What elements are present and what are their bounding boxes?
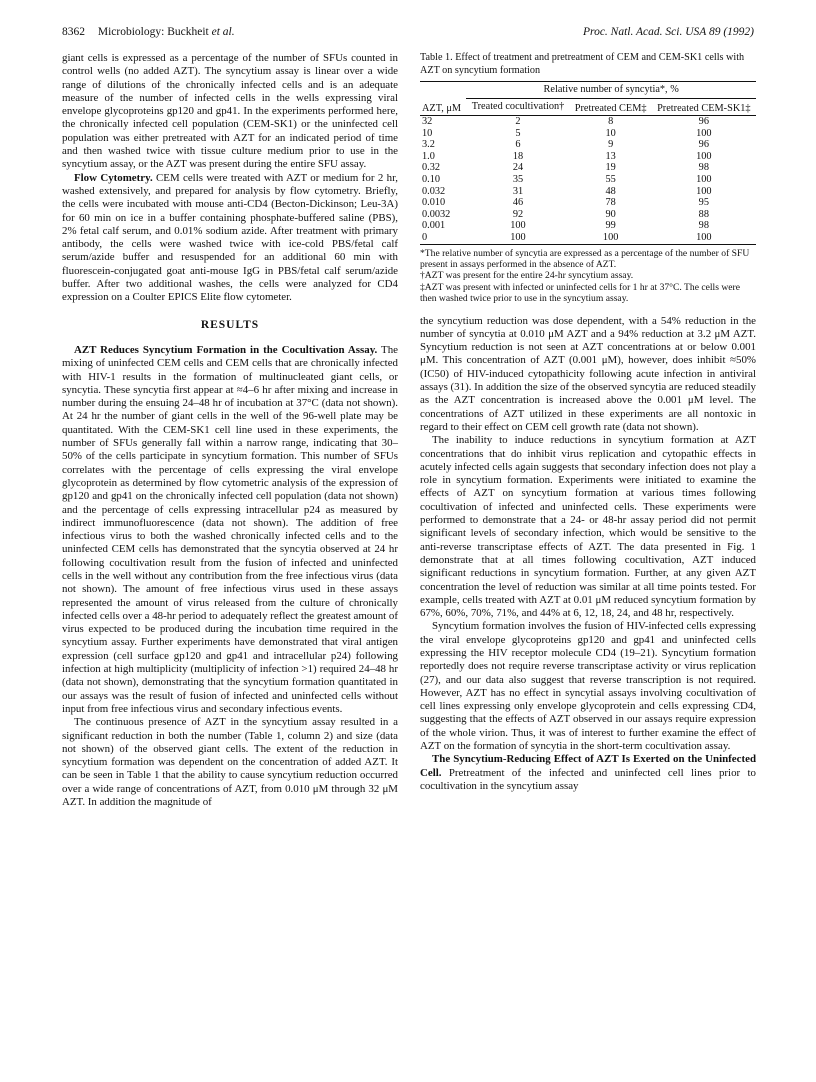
col-header-pretreated-sk1: Pretreated CEM-SK1‡	[657, 103, 751, 114]
table-1-grid	[420, 81, 756, 245]
flow-cytometry-text: CEM cells were treated with AZT or medium for 2 hr, washed extensively, and prepared for analysis by flow cytometry. Briefly, the cells were incubated with mouse anti-CD4 (Becton-Dickinson; Leu-3A) for 60 min on ice in a buffer containing phosphate-buffered saline (PBS), 2% fetal calf serum, and 0.01% sodium azide. After treatment with primary antibody, the cells were washed twice with ice-cold PBS/fetal calf serum/azide buffer and resuspended for an additional 60 min with fluorescein-conjugated goat anti-mouse IgG in PBS/fetal calf serum/azide buffer. After two additional washes, the cells were analyzed for CD4 expression on a Coulter EPICS Elite flow cytometer.	[62, 171, 398, 304]
cell-azt: 0.32	[422, 162, 441, 174]
cell-treated: 5	[515, 127, 521, 139]
table-row	[420, 232, 756, 244]
cell-pre-cem: 10	[605, 127, 616, 139]
cell-pre-sk1: 100	[696, 231, 712, 243]
cell-pre-sk1: 98	[698, 162, 709, 174]
cell-pre-cem: 9	[608, 139, 614, 151]
cell-treated: 6	[515, 139, 521, 151]
paragraph-continuous-presence: The continuous presence of AZT in the syncytium assay resulted in a significant reduction in both the number (Table 1, column 2) and size (data not shown) of the observed giant cells. The extent of the reduction in syncytium formation was dependent on the concentration of added AZT. It can be seen in Table 1 that the ability to cause syncytium reduction occurred over a wide range of concentrations of AZT, from 0.010 μM through 32 μM AZT. In addition the magnitude of	[62, 716, 398, 809]
cell-pre-sk1: 96	[698, 116, 709, 127]
spacer	[420, 305, 756, 315]
cell-pre-sk1: 88	[698, 208, 709, 220]
cell-pre-cem: 78	[605, 197, 616, 209]
cell-pre-cem: 13	[605, 150, 616, 162]
table-row	[420, 209, 756, 221]
table-footnote: †AZT was present for the entire 24-hr syncytium assay.	[420, 270, 634, 282]
paragraph-azt-reduces	[62, 344, 398, 716]
cell-pre-cem: 55	[605, 173, 616, 185]
table-row	[420, 197, 756, 209]
col-header-azt: AZT, μM	[420, 82, 466, 116]
cell-pre-cem: 90	[605, 208, 616, 220]
cell-azt: 1.0	[422, 150, 435, 162]
cell-azt: 10	[422, 127, 433, 139]
cell-treated: 31	[512, 185, 524, 197]
running-title-text: Microbiology: Buckheit	[97, 26, 212, 38]
cell-pre-cem: 100	[602, 231, 619, 243]
cell-pre-sk1: 100	[696, 150, 712, 162]
table-footnote: ‡AZT was present with infected or uninfected cells for 1 hr at 37°C. The cells were then washed twice prior to use in the syncytium assay.	[420, 281, 740, 305]
cell-pre-cem: 48	[605, 185, 616, 197]
cell-azt: 32	[422, 116, 433, 127]
paragraph-syncytium-formation: Syncytium formation involves the fusion of HIV-infected cells expressing the viral envelope glycoproteins gp120 and gp41 and uninfected cells expressing the HIV receptor molecule CD4 (19–21). Syncytium formation reportedly does not require reverse transcriptase activity or virus replication (27), and our data also suggest that reverse transcription is not required. However, AZT has no effect in syncytial assays involving cocultivation of cell lines expressing only envelope glycoprotein and cells expressing CD4, suggesting that the effects of AZT observed in our assays require expression of the whole virion. Thus, it was of interest to further examine the effect of AZT on the formation of syncytia in the short-term cocultivation assay.	[420, 620, 756, 753]
left-column	[62, 52, 398, 809]
col-header-pretreated-cem: Pretreated CEM‡	[574, 103, 647, 114]
table-row	[420, 162, 756, 174]
cell-pre-sk1: 96	[698, 139, 709, 151]
table-row	[420, 186, 756, 198]
paragraph-dose-dependent: the syncytium reduction was dose dependent, with a 54% reduction in the number of syncytia at 0.010 μM AZT and a 94% reduction at 3.2 μM AZT. Syncytium reduction is not seen at AZT concentrations at or below 0.001 μM. This concentration of AZT (0.001 μM), however, does inhibit ≈50% (IC50) of HIV-induced cytopathicity following acute infection in antiviral assays (31). In addition the size of the observed syncytia are reduced steadily as the AZT concentration is increased above the 0.001 μM level. The concentrations of AZT utilized in these experiments are all nontoxic in regard to their effect on CEM cell growth rate (data not shown).	[420, 314, 756, 433]
table-row	[420, 128, 756, 140]
cell-azt: 0.10	[422, 173, 441, 185]
cell-treated: 92	[512, 208, 524, 220]
cell-treated: 100	[510, 231, 526, 243]
cell-azt: 0.001	[422, 220, 446, 232]
table-row	[420, 116, 756, 128]
flow-cytometry-heading: Flow Cytometry.	[74, 171, 153, 184]
cell-pre-cem: 99	[605, 220, 616, 232]
col-header-treated: Treated cocultivation†	[471, 101, 565, 112]
cell-treated: 46	[512, 197, 524, 209]
paragraph-methods-end: giant cells is expressed as a percentage of the number of SFUs counted in control wells (no added AZT). The syncytium assay is linear over a wide range of dilutions of the chronically infected cells and is an adequate measure of the number of infected cells in the wells expressing viral envelope glycoproteins gp120 and gp41. In the experiments performed here, the chronically infected cell population (CEM-SK1) or the uninfected cell population was either pretreated with AZT for an indicated period of time and then washed twice with tissue culture medium prior to use in the syncytium assay, or the AZT was present during the entire SFU assay.	[62, 52, 398, 171]
cell-azt: 0.0032	[422, 208, 451, 220]
cell-azt: 0.032	[422, 185, 446, 197]
cell-treated: 100	[510, 220, 526, 232]
cell-treated: 18	[512, 150, 524, 162]
page-number: 8362	[62, 26, 85, 38]
cell-treated: 24	[512, 162, 524, 174]
table-footnote: *The relative number of syncytia are expressed as a percentage of the number of SFU present in assays performed in the absence of AZT.	[420, 247, 750, 270]
table-row	[420, 139, 756, 151]
cell-azt: 3.2	[422, 139, 435, 151]
uninfected-cell-text: Pretreatment of the infected and uninfected cell lines prior to cocultivation in the syncytium assay	[420, 766, 756, 792]
cell-treated: 2	[515, 116, 521, 127]
cell-pre-sk1: 100	[696, 173, 712, 185]
paragraph-inability: The inability to induce reductions in syncytium formation at AZT concentrations that do inhibit virus replication and cytopathic effects in acutely infected cells again suggests that secondary infection does not play a role in syncytium formation. Experiments were initiated to examine the effects of AZT on syncytium formation at various times following cocultivation of infected and uninfected cells. These experiments were performed to demonstrate that a 24- or 48-hr assay period did not permit significant levels of secondary infection, which would be sensitive to the anti-reverse transcriptase effects of AZT. The data presented in Fig. 1 demonstrate that at all times following cocultivation, AZT induced significant reductions in syncytium formation. Further, at any given AZT concentration the level of reduction was similar at all time points tested. For example, cells treated with AZT at 0.01 μM reduced syncytium formation by 67%, 60%, 70%, 71%, and 44% at 6, 12, 18, 24, and 48 hr, respectively.	[420, 434, 756, 620]
table-1	[420, 52, 756, 305]
table-row	[420, 151, 756, 163]
table-caption: Table 1. Effect of treatment and pretreatment of CEM and CEM-SK1 cells with AZT on syncytium formation	[420, 52, 745, 76]
cell-pre-sk1: 98	[698, 220, 709, 232]
uninfected-cell-heading: The Syncytium-Reducing Effect of AZT Is Exerted on the Uninfected Cell.	[420, 753, 756, 779]
table-row	[420, 220, 756, 232]
running-title-etal: et al.	[211, 26, 235, 38]
cell-pre-sk1: 95	[698, 197, 709, 209]
table-footnotes	[420, 248, 756, 305]
cell-pre-sk1: 100	[696, 127, 712, 139]
cell-pre-sk1: 100	[696, 185, 712, 197]
results-heading: RESULTS	[200, 318, 260, 331]
cell-pre-cem: 8	[608, 116, 614, 127]
table-row	[420, 174, 756, 186]
journal-citation: Proc. Natl. Acad. Sci. USA 89 (1992)	[583, 26, 754, 38]
running-header-left	[62, 26, 235, 38]
cell-azt: 0.010	[422, 197, 446, 209]
paragraph-uninfected-cell	[420, 753, 756, 793]
cell-treated: 35	[512, 173, 524, 185]
right-column	[420, 52, 756, 793]
paragraph-flow-cytometry	[62, 172, 398, 305]
azt-reduces-heading: AZT Reduces Syncytium Formation in the Cocultivation Assay.	[74, 343, 378, 356]
running-title	[98, 26, 235, 38]
cell-azt: 0	[422, 231, 428, 243]
cell-pre-cem: 19	[605, 162, 616, 174]
col-span-header: Relative number of syncytia*, %	[466, 82, 756, 99]
azt-reduces-text: The mixing of uninfected CEM cells and CEM cells that are chronically infected with HIV-1 results in the formation of multinucleated giant cells, or syncytia. These syncytia first appear at ≈4–6 hr after mixing and increase in number during the ensuing 24–48 hr of incubation at 37°C (data not shown). At 24 hr the number of giant cells in the well of the 96-well plate may be quantitated. With the CEM-SK1 cell line used in these experiments, the number of SFUs generally fall within a narrow range, indicating that 30–50% of the cells participate in syncytium formation. This number of SFUs correlates with the percentage of cells expressing the viral envelope glycoprotein as determined by flow cytometric analysis of the expression of gp120 and gp41 on the chronically infected cell population (data not shown) and the percentage of cells expressing intracellular p24 as measured by indirect immunofluorescence (data not shown). The addition of free infectious virus to both the washed chronically infected cells and to the uninfected CEM cells has demonstrated that the syncytia observed at 24 hr following cocultivation result from the fusion of infected and uninfected cells in the well without any contribution from the free infectious virus (data not shown). The amount of free infectious virus used in these assays represented the amount of virus released from the culture of chronically infected cells over a 48-hr period to adequately reflect the greatest amount of virus expected to be produced during the incubation time required in the syncytium assay. Further experiments have demonstrated that viral antigen expression (cell surface gp120 and gp41 and intracellular p24) following infection at high multiplicity (multiplicity of infection >1) required 24–48 hr (data not shown), demonstrating that the syncytium formation quantitated in our assays was the result of fusion of infected and uninfected cells without input from free infectious virus and secondary infectious events.	[62, 343, 398, 715]
